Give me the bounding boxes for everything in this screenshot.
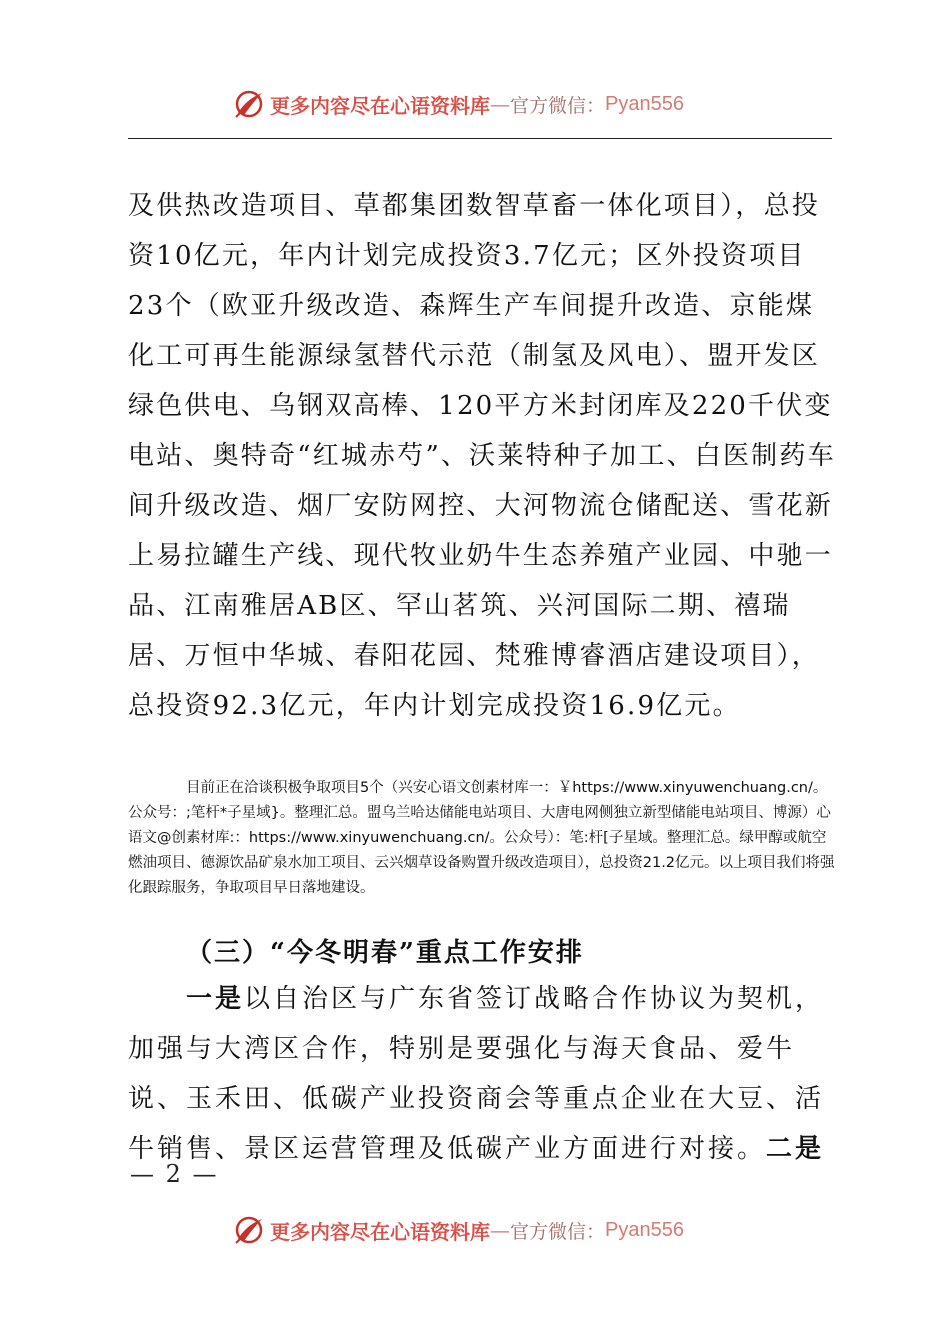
brush-logo-icon — [232, 1213, 266, 1247]
header-banner-text: 更多内容尽在心语资料库 — [270, 93, 490, 118]
footer-banner-separator: — — [490, 1218, 510, 1242]
header-banner — [232, 86, 732, 122]
footer-banner — [232, 1212, 732, 1248]
brush-logo-icon — [232, 87, 266, 121]
section-heading: （三）“今冬明春”重点工作安排 — [186, 938, 584, 968]
header-wechat-label: 官方微信： — [510, 94, 606, 117]
lead-2: 二是 — [766, 1134, 825, 1164]
footer-banner-text: 更多内容尽在心语资料库 — [270, 1219, 490, 1244]
body-paragraph-2 — [128, 974, 840, 1174]
body-paragraph-continued: 及供热改造项目、草都集团数智草畜一体化项目），总投资10亿元，年内计划完成投资3.7亿元；区外投资项目23个（欧亚升级改造、森辉生产车间提升改造、京能煤化工可再生能源绿氢替代示范（制氢及风电）、盟开发区绿色供电、乌钢双高棒、120平方米封闭库及220千伏变电站、奥特奇“红城赤芍”、沃莱特种子加工、白医制药车间升级改造、烟厂安防网控、大河物流仓储配送、雪花新上易拉罐生产线、现代牧业奶牛生态养殖产业园、中驰一品、江南雅居AB区、罕山茗筑、兴河国际二期、禧瑞居、万恒中华城、春阳花园、梵雅博睿酒店建设项目），总投资92.3亿元，年内计划完成投资16.9亿元。 — [128, 191, 836, 721]
footer-wechat-label: 官方微信： — [510, 1220, 606, 1243]
lead-1: 一是 — [186, 984, 245, 1014]
header-wechat-id: Pyan556 — [605, 92, 684, 115]
footer-wechat-id: Pyan556 — [605, 1218, 684, 1241]
header-divider — [128, 138, 832, 139]
paragraph-2-text: 以自治区与广东省签订战略合作协议为契机，加强与大湾区合作，特别是要强化与海天食品、爱牛说、玉禾田、低碳产业投资商会等重点企业在大豆、活牛销售、景区运营管理及低碳产业方面进行对接。 — [128, 984, 825, 1164]
small-note-paragraph: 目前正在洽谈积极争取项目5个（兴安心语文创素材库一：￥https://www.xinyuwenchuang.cn/。公众号：;笔杆*子星域}。整理汇总。盟乌兰哈达储能电站项目、大唐电网侧独立新型储能电站项目、博源）心语文@创素材库:：https://www.xinyuwenchuang.cn/。公众号）：笔:杆[子星域。整理汇总。绿甲醇或航空燃油项目、德源饮品矿泉水加工项目、云兴烟草设备购置升级改造项目），总投资21.2亿元。以上项目我们将强化跟踪服务，争取项目早日落地建设。 — [128, 780, 835, 896]
header-banner-separator: — — [490, 92, 510, 116]
page-number: — 2 — — [130, 1160, 219, 1188]
